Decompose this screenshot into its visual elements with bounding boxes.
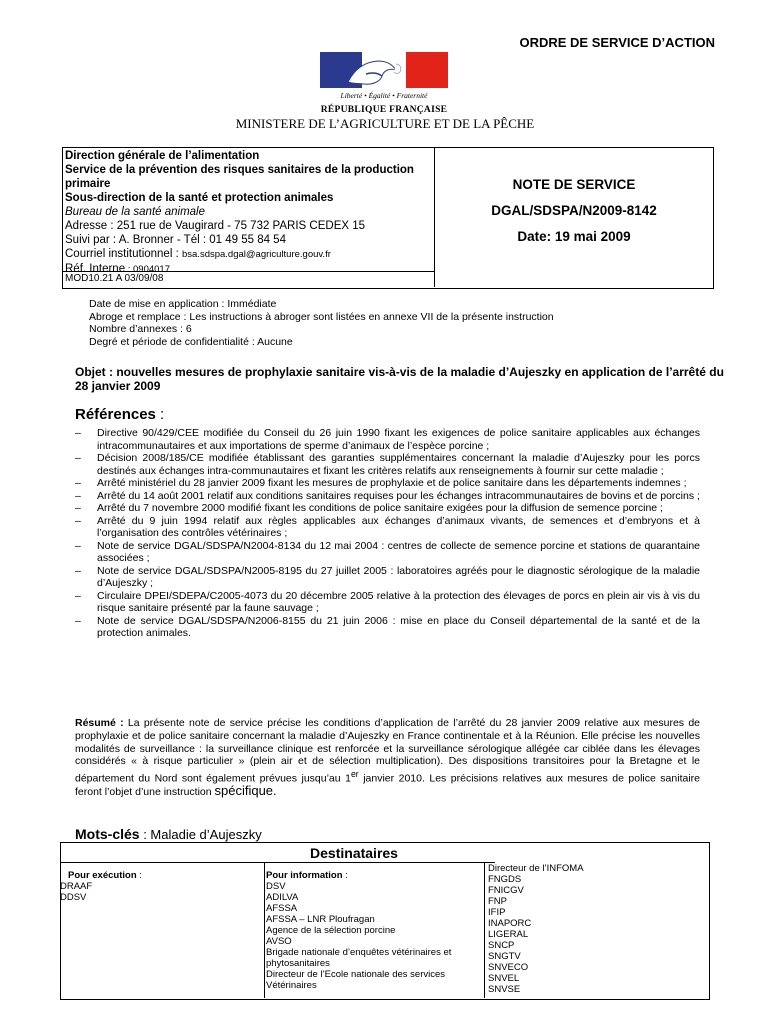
references-title: Références — [75, 406, 156, 423]
issuer-block — [62, 147, 434, 287]
confidentiality: Degré et période de confidentialité : Aucune — [89, 335, 293, 348]
execution-recipient: DRAAF — [60, 881, 93, 892]
bureau-name: Bureau de la santé animale — [65, 206, 206, 218]
information-label: Pour information — [266, 870, 343, 881]
information-recipient: AVSO — [266, 936, 292, 947]
metadata-block — [89, 298, 689, 348]
reference-text: Arrêté ministériel du 28 janvier 2009 fixant les mesures de prophylaxie et de police sanitaire dans les départements indemnes ; — [97, 477, 687, 489]
document-type-title: ORDRE DE SERVICE D’ACTION — [519, 35, 715, 50]
execution-colon: : — [136, 870, 142, 881]
email-line — [65, 247, 430, 262]
note-block — [434, 147, 712, 287]
other-recipient: LIGERAL — [488, 929, 529, 940]
information-recipient: DSV — [266, 881, 286, 892]
list-dash: – — [75, 489, 81, 502]
sous-direction-name: Sous-direction de la santé et protection animales — [65, 192, 334, 204]
keywords-value: : Maladie d’Aujeszky — [139, 827, 262, 842]
email-label: Courriel institutionnel : — [65, 248, 182, 260]
summary-text-2: janvier 2010. Les précisions relatives aux mesures de police sanitaire feront l’objet d’une instruction — [75, 772, 700, 799]
other-recipient: FNGDS — [488, 874, 522, 885]
subject: Objet : nouvelles mesures de prophylaxie sanitaire vis-à-vis de la maladie d’Aujeszky en application de l’arrêté du 28 janvier 2009 — [75, 365, 724, 393]
application-date: Date de mise en application : Immédiate — [89, 298, 277, 310]
summary — [75, 717, 700, 799]
execution-column — [60, 870, 260, 903]
reference-text: Décision 2008/185/CE modifiée établissant des garanties supplémentaires concernant la maladie d’Aujeszky pour les porcs destinés aux échanges intra-communautaires et fixant les critères relatifs aux renseignements à fournir sur cette maladie ; — [97, 452, 700, 477]
information-recipient: Brigade nationale d’enquêtes vétérinaires et phytosanitaires — [266, 947, 452, 969]
reference-item — [75, 565, 700, 590]
reference-item — [75, 615, 700, 640]
other-recipient: SNGTV — [488, 951, 521, 962]
information-list — [266, 881, 481, 991]
recipients-divider — [60, 862, 495, 863]
information-recipient: ADILVA — [266, 892, 299, 903]
list-dash: – — [75, 427, 81, 439]
other-recipient: Directeur de l’INFOMA — [488, 863, 584, 874]
reference-text: Note de service DGAL/SDSPA/N2005-8195 du 27 juillet 2005 : laboratoires agréés pour le diagnostic sérologique de la maladie d’Aujeszky ; — [97, 564, 700, 589]
execution-heading — [60, 870, 260, 881]
address: Adresse : 251 rue de Vaugirard - 75 732 PARIS CEDEX 15 — [65, 220, 366, 232]
execution-recipient: DDSV — [60, 892, 87, 903]
other-recipient: IFIP — [488, 907, 506, 918]
logo-motto: Liberté • Égalité • Fraternité — [340, 91, 428, 100]
information-heading — [266, 870, 481, 881]
note-reference: DGAL/SDSPA/N2009-8142 — [491, 203, 657, 218]
other-recipient: FNP — [488, 896, 507, 907]
list-dash: – — [75, 502, 81, 514]
information-colon: : — [342, 870, 348, 881]
other-recipient: SNVEL — [488, 973, 520, 984]
execution-list — [60, 881, 260, 903]
reference-item — [75, 502, 700, 515]
reference-text: Circulaire DPEI/SDEPA/C2005-4073 du 20 décembre 2005 relative à la protection des élevages de porcs en plein air vis à vis du risque sanitaire présenté par la faune sauvage ; — [97, 589, 700, 614]
references-list — [75, 427, 700, 640]
ministry-name: MINISTERE DE L’AGRICULTURE ET DE LA PÊCHE — [235, 116, 535, 131]
other-recipient: INAPORC — [488, 918, 532, 929]
list-dash: – — [75, 477, 81, 489]
reference-item — [75, 477, 700, 490]
reference-item — [75, 427, 700, 452]
contact-person: Suivi par : A. Bronner - Tél : 01 49 55 84 54 — [65, 234, 286, 246]
republique-francaise: RÉPUBLIQUE FRANÇAISE — [320, 105, 448, 115]
reference-text: Note de service DGAL/SDSPA/N2004-8134 du 12 mai 2004 : centres de collecte de semence porcine et stations de quarantaine associées ; — [97, 539, 700, 564]
abrogation: Abroge et remplace : Les instructions à abroger sont listées en annexe VII de la présente instruction — [89, 310, 554, 323]
reference-text: Note de service DGAL/SDSPA/N2006-8155 du 21 juin 2006 : mise en place du Conseil départemental de la santé et de la protection animales. — [97, 614, 700, 639]
reference-text: Directive 90/429/CEE modifiée du Conseil du 26 juin 1990 fixant les exigences de police sanitaire applicables aux échanges intracommunautaires et aux importations de sperme d’animaux de l’espèce porcine ; — [97, 427, 700, 452]
list-dash: – — [75, 614, 81, 627]
other-recipient: SNVECO — [488, 962, 529, 973]
column-divider-2 — [484, 862, 485, 998]
ref-value: : 0904017 — [125, 264, 170, 275]
keywords — [75, 826, 262, 842]
column-divider-1 — [264, 862, 265, 998]
recipients-title: Destinataires — [310, 845, 398, 861]
information-recipient: AFSSA — [266, 903, 298, 914]
reference-text: Arrêté du 9 juin 1994 relatif aux règles applicables aux échanges d’animaux vivants, de semences et d’embryons et à l’organisation des contrôles vétérinaires ; — [97, 514, 700, 539]
note-title: NOTE DE SERVICE — [512, 177, 636, 192]
information-recipient: Directeur de l’Ecole nationale des services Vétérinaires — [266, 969, 446, 991]
reference-item — [75, 452, 700, 477]
list-dash: – — [75, 564, 81, 577]
reference-item — [75, 490, 700, 503]
list-dash: – — [75, 589, 81, 602]
other-recipients-list — [488, 863, 703, 995]
direction-name: Direction générale de l’alimentation — [65, 150, 260, 162]
keywords-label: Mots-clés — [75, 826, 140, 842]
reference-item — [75, 590, 700, 615]
other-recipient: SNVSE — [488, 984, 521, 995]
reference-item — [75, 515, 700, 540]
information-column — [266, 870, 481, 991]
other-recipient: SNCP — [488, 940, 515, 951]
other-recipient: FNICGV — [488, 885, 524, 896]
list-dash: – — [75, 539, 81, 552]
summary-text-3: spécifique. — [214, 783, 277, 799]
reference-text: Arrêté du 7 novembre 2000 modifié fixant les conditions de police sanitaire exigées pour la diffusion de semence porcine ; — [97, 502, 663, 514]
summary-text-1: La présente note de service précise les conditions d’application de l’arrêté du 28 janvier 2009 relative aux mesures de prophylaxie et de police sanitaire concernant la maladie d’Aujeszky en France continentale et à la Réunion. Elle précise les nouvelles modalités de surveillance : la surveillance clinique est renforcée et la surveillance sérologique allégée car ciblée dans les élevages considérés « à risque particulier » (plein air et de sélection multiplication). Des dispositions transitoires pour la Bretagne et le département du Nord sont également prévues jusqu’au 1 — [75, 717, 700, 785]
ref-label: Réf. Interne — [65, 263, 126, 275]
note-date: Date: 19 mai 2009 — [517, 229, 631, 244]
summary-label: Résumé : — [75, 717, 124, 729]
execution-label: Pour exécution — [68, 870, 137, 881]
other-recipients-column — [488, 863, 703, 995]
information-recipient: Agence de la sélection porcine — [266, 925, 396, 936]
summary-superscript: er — [350, 769, 359, 780]
references-colon: : — [155, 406, 165, 423]
reference-text: Arrêté du 14 août 2001 relatif aux conditions sanitaires requises pour les échanges intracommunautaires de bovins et de porcins ; — [97, 489, 700, 502]
list-dash: – — [75, 452, 81, 464]
list-dash: – — [75, 514, 81, 527]
service-name: Service de la prévention des risques sanitaires de la production primaire — [65, 164, 414, 190]
mod-code: MOD10.21 A 03/09/08 — [62, 271, 434, 286]
information-recipient: AFSSA – LNR Ploufragan — [266, 914, 375, 925]
reference-item — [75, 540, 700, 565]
annex-count: Nombre d’annexes : 6 — [89, 323, 192, 335]
references-heading — [75, 406, 164, 423]
email-address: bsa.sdspa.dgal@agriculture.gouv.fr — [181, 249, 331, 260]
